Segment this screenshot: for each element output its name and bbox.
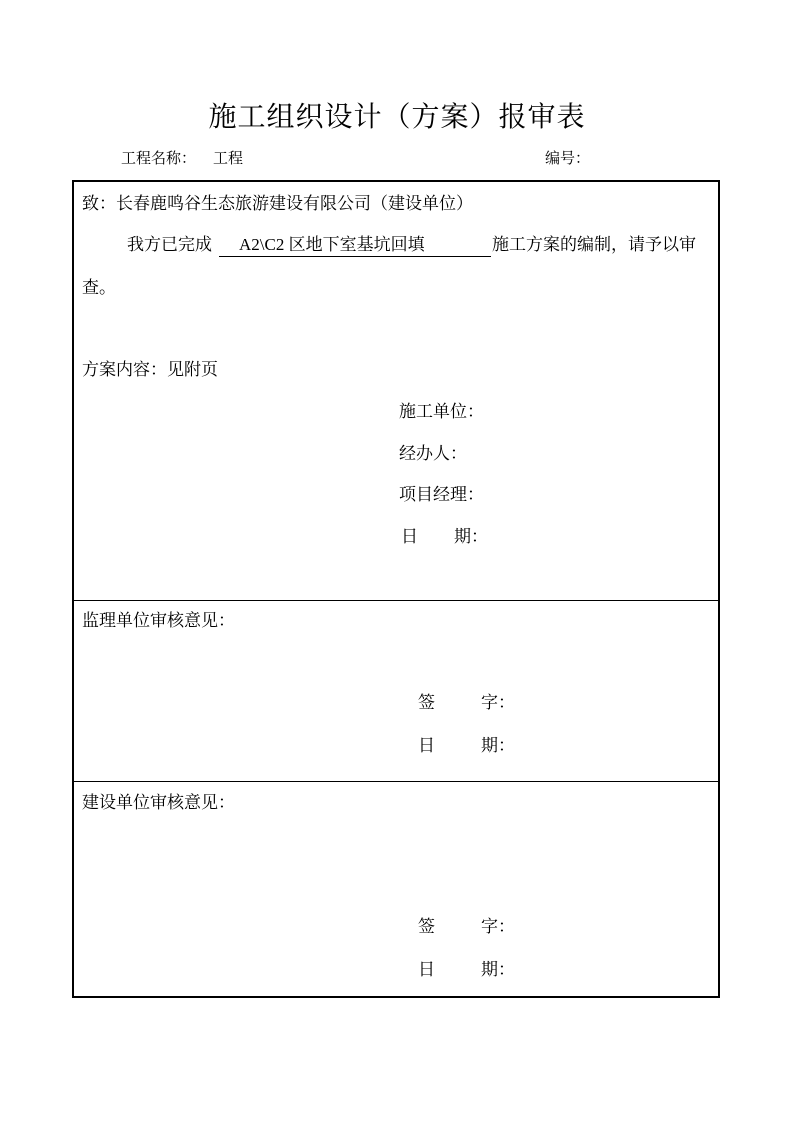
review-form-table xyxy=(72,180,720,998)
owner-sign-label: 签 字： xyxy=(418,917,515,937)
addressee-line: 致：长春鹿鸣谷生态旅游建设有限公司（建设单位） xyxy=(82,194,473,214)
submission-section xyxy=(74,182,718,601)
construction-unit-label: 施工单位： xyxy=(399,402,484,422)
submission-date-label: 日 期： xyxy=(401,527,488,547)
project-name-label: 工程名称： xyxy=(121,149,197,167)
project-fill-value: A2\C2 区地下室基坑回填 xyxy=(239,235,425,254)
supervision-opinion-label: 监理单位审核意见： xyxy=(82,611,235,631)
supervision-date-label: 日 期： xyxy=(418,736,515,756)
project-fill-field xyxy=(219,234,491,257)
project-name-value: 工程 xyxy=(213,149,244,167)
number-label: 编号： xyxy=(545,149,591,167)
owner-opinion-label: 建设单位审核意见： xyxy=(82,793,235,813)
supervision-section xyxy=(74,601,718,782)
body-prefix: 我方已完成 xyxy=(127,235,212,255)
page-title: 施工组织设计（方案）报审表 xyxy=(208,100,586,133)
project-manager-label: 项目经理： xyxy=(399,485,484,505)
plan-content-line: 方案内容：见附页 xyxy=(82,360,218,380)
owner-section xyxy=(74,782,718,996)
owner-date-label: 日 期： xyxy=(418,960,515,980)
supervision-sign-label: 签 字： xyxy=(418,693,515,713)
handler-label: 经办人： xyxy=(399,444,467,464)
body-continuation: 查。 xyxy=(82,278,116,298)
body-suffix: 施工方案的编制，请予以审 xyxy=(492,235,696,255)
